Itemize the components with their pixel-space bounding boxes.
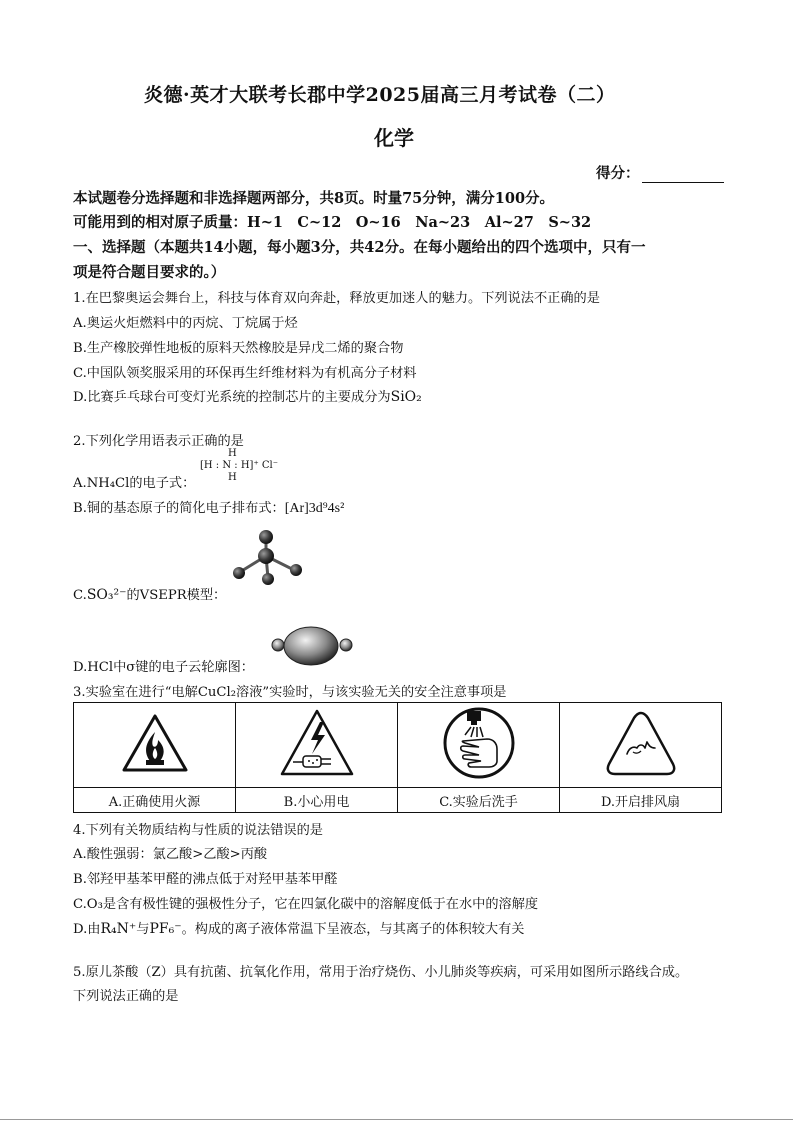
safety-signs-table — [73, 702, 722, 813]
q2-option-c-label: C. — [73, 588, 87, 603]
electron-formula-main: [H : N : H]⁺ Cl⁻ — [200, 460, 279, 471]
q1-stem: 1.在巴黎奥运会舞台上，科技与体育双向奔赴，释放更加迷人的魅力。下列说法不正确的是 — [73, 291, 600, 306]
q5-stem-line-1: 5.原儿茶酸（Z）具有抗菌、抗氧化作用，常用于治疗烧伤、小儿肺炎等疾病，可采用如图所示路线合成。 — [73, 965, 689, 980]
sigma-bond-cloud-image — [268, 624, 354, 668]
subject-title: 化学 — [374, 126, 414, 150]
q4-option-a: A.酸性强弱：氯乙酸>乙酸>丙酸 — [73, 847, 268, 862]
q2-option-b-text: B.铜的基态原子的简化电子排布式： — [73, 501, 285, 516]
q4-option-b: B.邻羟甲基苯甲醛的沸点低于对羟甲基苯甲醛 — [73, 872, 338, 887]
intro-line-1: 本试题卷分选择题和非选择题两部分，共8页。时量75分钟，满分100分。 — [73, 190, 555, 207]
score-label: 得分： — [596, 165, 640, 182]
sign-label-d: D.开启排风扇 — [560, 788, 722, 813]
electric-warning-icon — [279, 708, 355, 778]
q4-option-d-post: 。构成的离子液体常温下呈液态，与其离子的体积较大有关 — [181, 922, 525, 937]
fire-sign-cell — [74, 703, 236, 788]
fire-warning-icon — [120, 712, 190, 774]
q4-option-d-pre: D.由 — [73, 922, 101, 937]
q2-option-a: A.NH₄Cl的电子式： — [73, 476, 196, 491]
so3-ion-formula: SO₃²⁻ — [86, 587, 127, 603]
section1-heading-a: 一、选择题（本题共14小题，每小题3分，共42分。在每小题给出的四个选项中，只有一 — [73, 239, 646, 256]
electron-formula-bottom-h: H — [228, 472, 237, 483]
q1-option-d — [73, 386, 422, 405]
q2-option-c — [73, 584, 226, 603]
q1-option-a: A.奥运火炬燃料中的丙烷、丁烷属于烃 — [73, 316, 298, 331]
intro-line-2: 可能用到的相对原子质量：H~1 C~12 O~16 Na~23 Al~27 S~32 — [73, 214, 592, 231]
electron-formula-top-h: H — [228, 448, 237, 459]
handwash-icon — [441, 705, 517, 781]
q4-option-d — [73, 918, 524, 937]
sign-label-c: C.实验后洗手 — [398, 788, 560, 813]
q2-option-b — [73, 497, 344, 517]
q4-option-c: C.O₃是含有极性键的强极性分子，它在四氯化碳中的溶解度低于在水中的溶解度 — [73, 897, 539, 912]
q1-option-b: B.生产橡胶弹性地板的原料天然橡胶是异戊二烯的聚合物 — [73, 341, 404, 356]
q2-option-d: D.HCl中σ键的电子云轮廓图： — [73, 660, 254, 675]
q4-stem: 4.下列有关物质结构与性质的说法错误的是 — [73, 823, 323, 838]
sign-label-b: B.小心用电 — [236, 788, 398, 813]
sign-label-a: A.正确使用火源 — [74, 788, 236, 813]
exam-title: 炎德·英才大联考长郡中学2025届高三月考试卷（二） — [144, 84, 616, 106]
page-bottom-rule — [0, 1119, 793, 1120]
q2-option-c-text: 的VSEPR模型： — [126, 588, 227, 603]
handwash-sign-cell — [398, 703, 560, 788]
q1-option-d-formula: SiO₂ — [390, 389, 422, 405]
cation-formula: R₄N⁺ — [100, 921, 137, 937]
q3-stem: 3.实验室在进行“电解CuCl₂溶液”实验时，与该实验无关的安全注意事项是 — [73, 685, 507, 700]
ventilation-warning-icon — [603, 708, 679, 778]
ventilation-sign-cell — [560, 703, 722, 788]
q2-stem: 2.下列化学用语表示正确的是 — [73, 434, 244, 449]
q4-option-d-mid: 与 — [136, 922, 150, 937]
q1-option-d-text: D.比赛乒乓球台可变灯光系统的控制芯片的主要成分为 — [73, 390, 391, 405]
vsepr-model-image — [226, 528, 308, 588]
electric-sign-cell — [236, 703, 398, 788]
score-field — [596, 162, 724, 183]
q1-option-c: C.中国队领奖服采用的环保再生纤维材料为有机高分子材料 — [73, 366, 417, 381]
score-blank — [642, 168, 724, 183]
cu-config-formula: [Ar]3d⁹4s² — [284, 501, 345, 516]
q5-stem-line-2: 下列说法正确的是 — [73, 989, 179, 1004]
section1-heading-b: 项是符合题目要求的。） — [73, 264, 226, 281]
anion-formula: PF₆⁻ — [149, 921, 182, 937]
